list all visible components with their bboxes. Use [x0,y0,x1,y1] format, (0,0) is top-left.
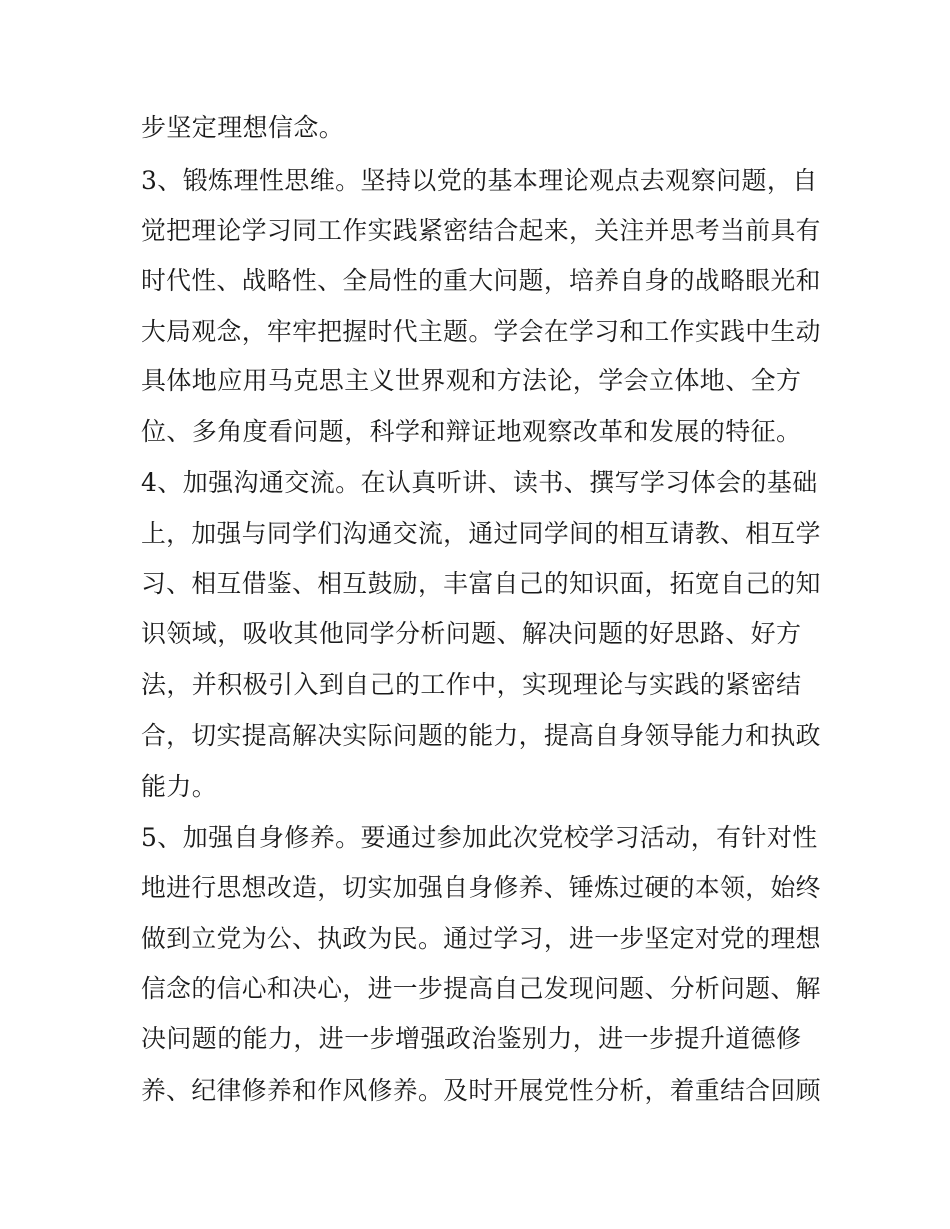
text-line: 大局观念，牢牢把握时代主题。学会在学习和工作实践中生动 [141,317,821,346]
text-line: 时代性、战略性、全局性的重大问题，培养自身的战略眼光和 [141,266,821,295]
text-line: 5、加强自身修养。要通过参加此次党校学习活动，有针对性 [141,823,818,852]
text-line: 法，并积极引入到自己的工作中，实现理论与实践的紧密结 [141,670,802,699]
text-line: 具体地应用马克思主义世界观和方法论，学会立体地、全方 [141,366,802,395]
text-line: 位、多角度看问题，科学和辩证地观察改革和发展的特征。 [141,417,802,446]
text-line: 步坚定理想信念。 [141,113,345,142]
text-line: 能力。 [141,772,218,801]
text-line: 决问题的能力，进一步增强政治鉴别力，进一步提升道德修 [141,1024,802,1053]
text-line: 做到立党为公、执政为民。通过学习，进一步坚定对党的理想 [141,924,821,953]
text-line: 识领域，吸收其他同学分析问题、解决问题的好思路、好方 [141,619,802,648]
text-line: 上，加强与同学们沟通交流，通过同学间的相互请教、相互学 [141,519,821,548]
text-line: 习、相互借鉴、相互鼓励，丰富自己的知识面，拓宽自己的知 [141,569,821,598]
text-line: 养、纪律修养和作风修养。及时开展党性分析，着重结合回顾 [141,1076,821,1105]
text-line: 信念的信心和决心，进一步提高自己发现问题、分析问题、解 [141,974,821,1003]
text-line: 地进行思想改造，切实加强自身修养、锤炼过硬的本领，始终 [141,873,821,902]
text-line: 合，切实提高解决实际问题的能力，提高自身领导能力和执政 [141,721,821,750]
text-line: 3、锻炼理性思维。坚持以党的基本理论观点去观察问题，自 [141,166,818,195]
text-line: 4、加强沟通交流。在认真听讲、读书、撰写学习体会的基础 [141,468,818,497]
text-line: 觉把理论学习同工作实践紧密结合起来，关注并思考当前具有 [141,216,821,245]
